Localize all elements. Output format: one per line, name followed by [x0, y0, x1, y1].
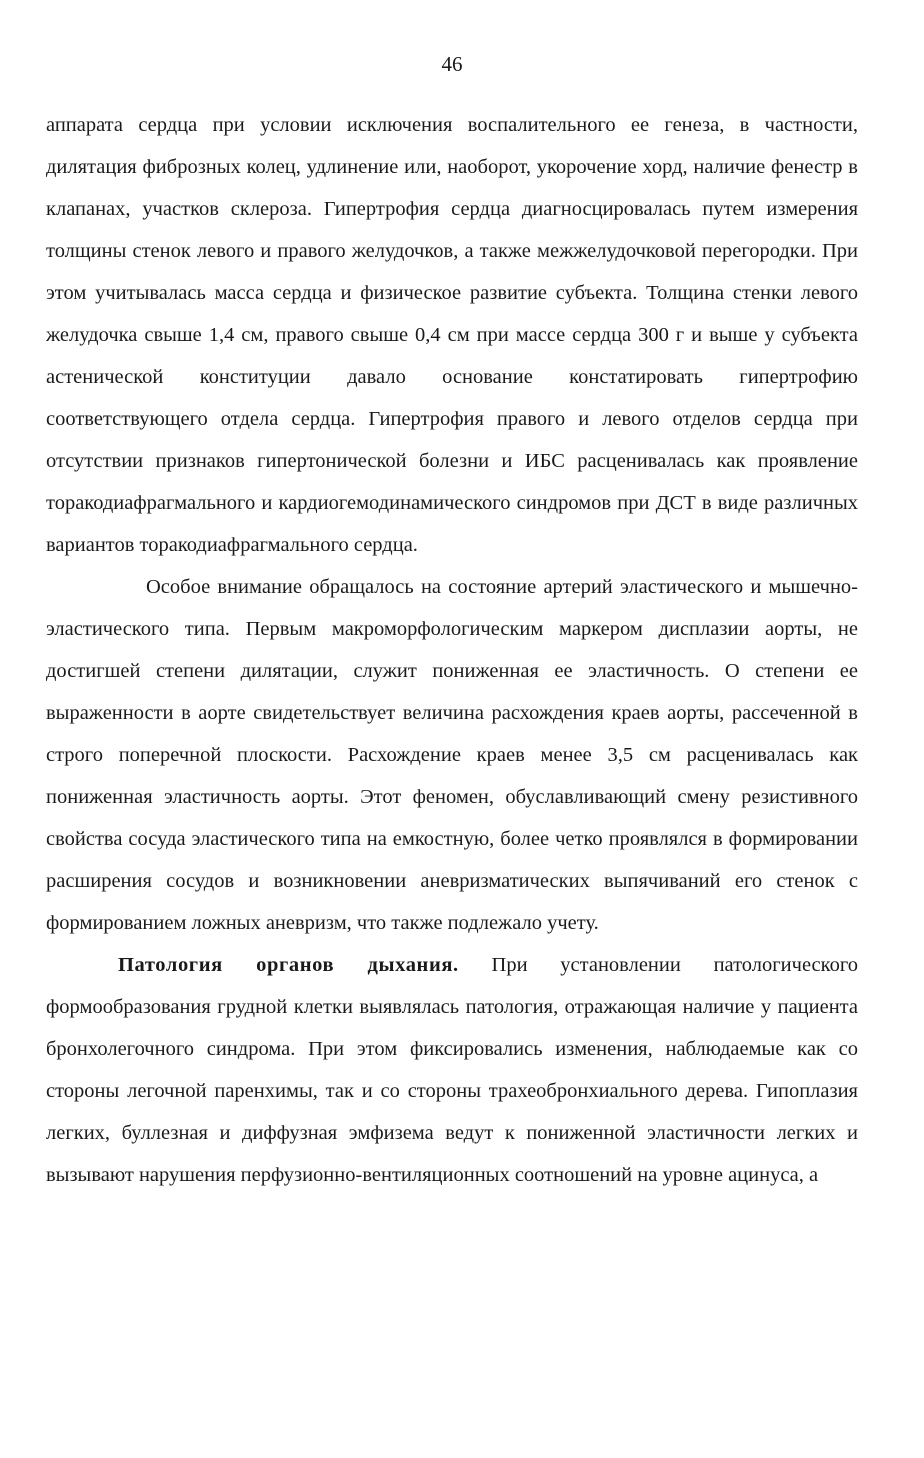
paragraph-aorta-elasticity: Особое внимание обращалось на состояние артерий эластического и мышечно-эластического типа. Первым макроморфологическим маркером дисплазии аорты, не достигшей степени дилятации, служит пониженная ее эластичность. О степени ее выраженности в аорте свидетельствует величина расхождения краев аорты, рассеченной в строго поперечной плоскости. Расхождение краев менее 3,5 см расценивалась как пониженная эластичность аорты. Этот феномен, обуславливающий смену резистивного свойства сосуда эластического типа на емкостную, более четко проявлялся в формировании расширения сосудов и возникновении аневризматических выпячиваний его стенок с формированием ложных аневризм, что также подлежало учету.: [46, 576, 858, 934]
body-text: [46, 104, 858, 1196]
page-number: 46: [441, 52, 463, 76]
paragraph-respiratory-pathology: [46, 944, 858, 1196]
section-heading-respiratory: Патология органов дыхания.: [118, 954, 459, 976]
paragraph-heart-hypertrophy: аппарата сердца при условии исключения воспалительного ее генеза, в частности, дилятация фиброзных колец, удлинение или, наоборот, укорочение хорд, наличие фенестр в клапанах, участков склероза. Гипертрофия сердца диагносцировалась путем измерения толщины стенок левого и правого желудочков, а также межжелудочковой перегородки. При этом учитывалась масса сердца и физическое развитие субъекта. Толщина стенки левого желудочка свыше 1,4 см, правого свыше 0,4 см при массе сердца 300 г и выше у субъекта астенической конституции давало основание констатировать гипертрофию соответствующего отдела сердца. Гипертрофия правого и левого отделов сердца при отсутствии признаков гипертонической болезни и ИБС расценивалась как проявление торакодиафрагмального и кардиогемодинамического синдромов при ДСТ в виде различных вариантов торакодиафрагмального сердца.: [46, 114, 858, 556]
paragraph-respiratory-text: При установлении патологического формообразования грудной клетки выявлялась патология, отражающая наличие у пациента бронхолегочного синдрома. При этом фиксировались изменения, наблюдаемые как со стороны легочной паренхимы, так и со стороны трахеобронхиального дерева. Гипоплазия легких, буллезная и диффузная эмфизема ведут к пониженной эластичности легких и вызывают нарушения перфузионно-вентиляционных соотношений на уровне ацинуса, а: [46, 954, 858, 1186]
